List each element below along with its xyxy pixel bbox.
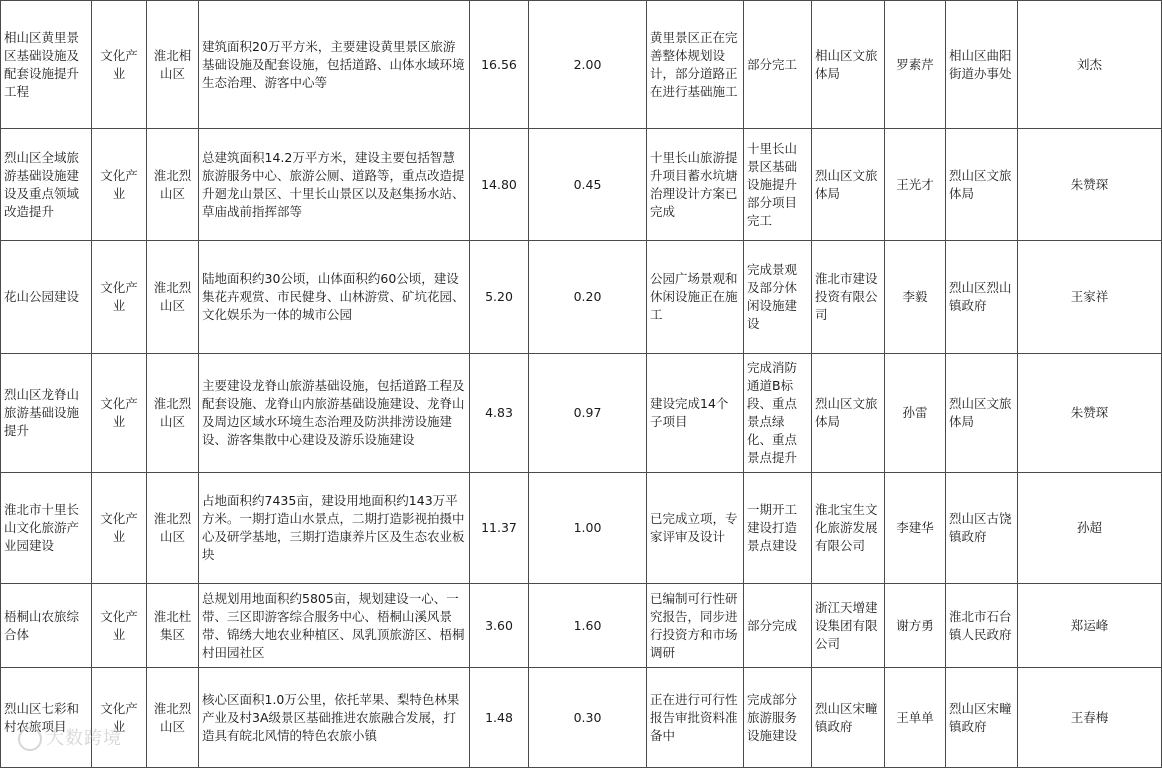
- project-name-cell: 烈山区龙脊山旅游基础设施提升: [1, 354, 92, 473]
- progress-cell: 正在进行可行性报告审批资料准备中: [647, 668, 744, 768]
- location-cell: 淮北烈山区: [147, 473, 199, 584]
- progress-cell: 十里长山旅游提升项目蓄水坑塘治理设计方案已完成: [647, 129, 744, 241]
- total-investment-cell: 16.56: [470, 1, 529, 129]
- leader-cell: 谢方勇: [885, 584, 946, 668]
- total-investment-cell: 5.20: [470, 241, 529, 354]
- county-cell: 烈山区烈山镇政府: [946, 241, 1018, 354]
- project-name-cell: 相山区黄里景区基础设施及配套设施提升工程: [1, 1, 92, 129]
- leader-cell: 王单单: [885, 668, 946, 768]
- progress-cell: 已完成立项，专家评审及设计: [647, 473, 744, 584]
- county-cell: 淮北市石台镇人民政府: [946, 584, 1018, 668]
- location-cell: 淮北烈山区: [147, 354, 199, 473]
- content-cell: 建筑面积20万平方米，主要建设黄里景区旅游基础设施及配套设施，包括道路、山体水域环境生态治理、游客中心等: [199, 1, 470, 129]
- contact-cell: 朱赞琛: [1018, 129, 1162, 241]
- table-row: [1, 129, 1162, 241]
- table-row: [1, 473, 1162, 584]
- industry-cell: 文化产业: [92, 354, 147, 473]
- leader-cell: 王光才: [885, 129, 946, 241]
- unit-cell: 淮北宝生文化旅游发展有限公司: [812, 473, 885, 584]
- industry-cell: 文化产业: [92, 473, 147, 584]
- project-name-cell: 花山公园建设: [1, 241, 92, 354]
- total-investment-cell: 11.37: [470, 473, 529, 584]
- table-row: [1, 241, 1162, 354]
- content-cell: 总规划用地面积约5805亩，规划建设一心、一带、三区即游客综合服务中心、梧桐山溪风景带、锦绣大地农业种植区、凤乳顶旅游区、梧桐村田园社区: [199, 584, 470, 668]
- unit-cell: 淮北市建设投资有限公司: [812, 241, 885, 354]
- content-cell: 主要建设龙脊山旅游基础设施，包括道路工程及配套设施、龙脊山内旅游基础设施建设、龙脊山及周边区域水环境生态治理及防洪排涝设施建设、游客集散中心建设及游乐设施建设: [199, 354, 470, 473]
- contact-cell: 王春梅: [1018, 668, 1162, 768]
- unit-cell: 烈山区文旅体局: [812, 129, 885, 241]
- content-cell: 陆地面积约30公顷，山体面积约60公顷，建设集花卉观赏、市民健身、山林游赏、矿坑花园、文化娱乐为一体的城市公园: [199, 241, 470, 354]
- unit-cell: 浙江天增建设集团有限公司: [812, 584, 885, 668]
- industry-cell: 文化产业: [92, 1, 147, 129]
- location-cell: 淮北相山区: [147, 1, 199, 129]
- contact-cell: 王家祥: [1018, 241, 1162, 354]
- progress-cell: 已编制可行性研究报告，同步进行投资方和市场调研: [647, 584, 744, 668]
- total-investment-cell: 4.83: [470, 354, 529, 473]
- project-name-cell: 烈山区全域旅游基础设施建设及重点领域改造提升: [1, 129, 92, 241]
- contact-cell: 刘杰: [1018, 1, 1162, 129]
- total-investment-cell: 14.80: [470, 129, 529, 241]
- unit-cell: 烈山区文旅体局: [812, 354, 885, 473]
- county-cell: 烈山区古饶镇政府: [946, 473, 1018, 584]
- progress-cell: 公园广场景观和休闲设施正在施工: [647, 241, 744, 354]
- annual-investment-cell: 0.30: [529, 668, 647, 768]
- location-cell: 淮北烈山区: [147, 129, 199, 241]
- annual-investment-cell: 0.20: [529, 241, 647, 354]
- target-cell: 十里长山景区基础设施提升部分项目完工: [744, 129, 812, 241]
- content-cell: 占地面积约7435亩，建设用地面积约143万平方米。一期打造山水景点，二期打造影视拍摄中心及研学基地，三期打造康养片区及生态农业板块: [199, 473, 470, 584]
- target-cell: 部分完成: [744, 584, 812, 668]
- table-row: [1, 1, 1162, 129]
- annual-investment-cell: 0.97: [529, 354, 647, 473]
- total-investment-cell: 1.48: [470, 668, 529, 768]
- unit-cell: 相山区文旅体局: [812, 1, 885, 129]
- location-cell: 淮北烈山区: [147, 668, 199, 768]
- total-investment-cell: 3.60: [470, 584, 529, 668]
- project-name-cell: 淮北市十里长山文化旅游产业园建设: [1, 473, 92, 584]
- target-cell: 一期开工建设打造景点建设: [744, 473, 812, 584]
- table-row: [1, 354, 1162, 473]
- leader-cell: 罗素芹: [885, 1, 946, 129]
- county-cell: 烈山区文旅体局: [946, 354, 1018, 473]
- leader-cell: 孙雷: [885, 354, 946, 473]
- content-cell: 核心区面积1.0万公里，依托苹果、梨特色林果产业及村3A级景区基础推进农旅融合发展，打造具有皖北风情的特色农旅小镇: [199, 668, 470, 768]
- contact-cell: 孙超: [1018, 473, 1162, 584]
- leader-cell: 李毅: [885, 241, 946, 354]
- progress-cell: 建设完成14个子项目: [647, 354, 744, 473]
- industry-cell: 文化产业: [92, 129, 147, 241]
- location-cell: 淮北烈山区: [147, 241, 199, 354]
- industry-cell: 文化产业: [92, 584, 147, 668]
- table-row: [1, 668, 1162, 768]
- county-cell: 烈山区文旅体局: [946, 129, 1018, 241]
- unit-cell: 烈山区宋疃镇政府: [812, 668, 885, 768]
- annual-investment-cell: 1.60: [529, 584, 647, 668]
- industry-cell: 文化产业: [92, 241, 147, 354]
- annual-investment-cell: 2.00: [529, 1, 647, 129]
- industry-cell: 文化产业: [92, 668, 147, 768]
- contact-cell: 郑运峰: [1018, 584, 1162, 668]
- table-row: [1, 584, 1162, 668]
- project-name-cell: 梧桐山农旅综合体: [1, 584, 92, 668]
- contact-cell: 朱赞琛: [1018, 354, 1162, 473]
- annual-investment-cell: 0.45: [529, 129, 647, 241]
- project-name-cell: 烈山区七彩和村农旅项目: [1, 668, 92, 768]
- progress-cell: 黄里景区正在完善整体规划设计，部分道路正在进行基础施工: [647, 1, 744, 129]
- target-cell: 完成景观及部分休闲设施建设: [744, 241, 812, 354]
- watermark-text: 大数跨境: [46, 728, 122, 749]
- location-cell: 淮北杜集区: [147, 584, 199, 668]
- annual-investment-cell: 1.00: [529, 473, 647, 584]
- target-cell: 部分完工: [744, 1, 812, 129]
- county-cell: 相山区曲阳街道办事处: [946, 1, 1018, 129]
- target-cell: 完成消防通道B标段、重点景点绿化、重点景点提升: [744, 354, 812, 473]
- target-cell: 完成部分旅游服务设施建设: [744, 668, 812, 768]
- county-cell: 烈山区宋疃镇政府: [946, 668, 1018, 768]
- content-cell: 总建筑面积14.2万平方米，建设主要包括智慧旅游服务中心、旅游公厕、道路等，重点改造提升廻龙山景区、十里长山景区以及赵集扬水站、草庙战前指挥部等: [199, 129, 470, 241]
- leader-cell: 李建华: [885, 473, 946, 584]
